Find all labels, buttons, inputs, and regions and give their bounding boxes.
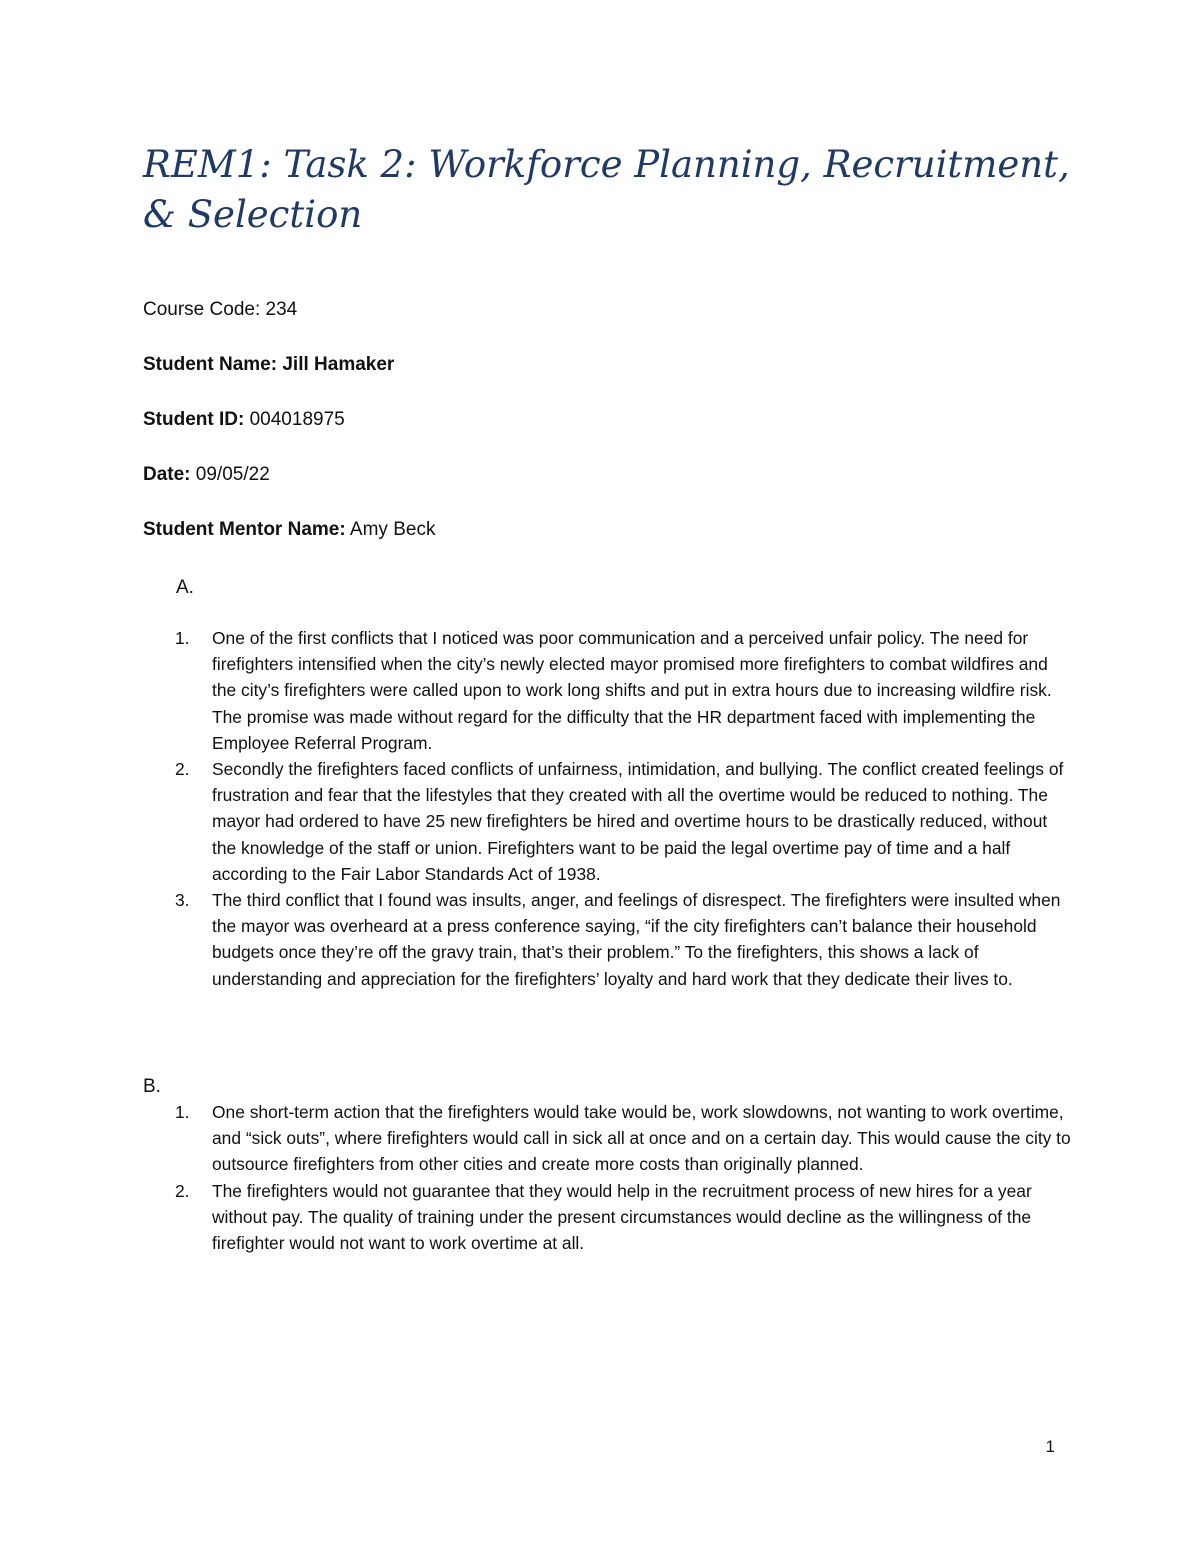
section-a-list	[143, 625, 1073, 992]
student-name-label: Student Name:	[143, 354, 278, 375]
section-a-heading: A.	[176, 577, 194, 598]
student-name-field	[143, 353, 394, 377]
student-id-label: Student ID:	[143, 409, 245, 430]
list-item-number: 2.	[175, 759, 190, 780]
course-code-value: 234	[265, 299, 298, 320]
list-item-text: Secondly the firefighters faced conflicts of unfairness, intimidation, and bullying. The conflict created feelings of frustration and fear that the lifestyles that they created with all the overtime would be reduced to nothing. The mayor had ordered to have 25 new firefighters be hired and overtime hours to be drastically reduced, without the knowledge of the staff or union. Firefighters want to be paid the legal overtime pay of time and a half according to the Fair Labor Standards Act of 1938.	[212, 759, 1064, 884]
list-item	[143, 887, 1073, 992]
list-item-text: The third conflict that I found was insults, anger, and feelings of disrespect. The firefighters were insulted when the mayor was overheard at a press conference saying, “if the city firefighters can’t balance their household budgets once they’re off the gravy train, that’s their problem.” To the firefighters, this shows a lack of understanding and appreciation for the firefighters’ loyalty and hard work that they dedicate their lives to.	[212, 890, 1061, 989]
mentor-name-field	[143, 518, 435, 542]
date-field	[143, 463, 270, 487]
date-value: 09/05/22	[195, 464, 270, 485]
document-title: REM1: Task 2: Workforce Planning, Recruitment, & Selection	[143, 143, 1070, 236]
list-item	[143, 1099, 1073, 1178]
student-name-value: Jill Hamaker	[282, 354, 395, 375]
course-code-label: Course Code:	[143, 299, 261, 320]
list-item-number: 1.	[175, 628, 190, 648]
student-id-value: 004018975	[249, 409, 345, 430]
mentor-name-label: Student Mentor Name:	[143, 519, 346, 540]
page-number: 1	[1045, 1437, 1055, 1456]
list-item	[143, 1178, 1073, 1257]
section-b-heading: B.	[143, 1076, 161, 1097]
list-item-text: One of the first conflicts that I noticed was poor communication and a perceived unfair policy. The need for firefighters intensified when the city’s newly elected mayor promised more firefighters to combat wildfires and the city’s firefighters were called upon to work long shifts and put in extra hours due to increasing wildfire risk. The promise was made without regard for the difficulty that the HR department faced with implementing the Employee Referral Program.	[212, 628, 1052, 753]
list-item-number: 2.	[175, 1180, 190, 1201]
course-code-field	[143, 298, 297, 322]
list-item	[143, 625, 1073, 756]
date-label: Date:	[143, 464, 191, 485]
list-item-number: 1.	[175, 1102, 190, 1122]
student-id-field	[143, 408, 345, 432]
list-item-number: 3.	[175, 890, 190, 911]
list-item-text: One short-term action that the firefighters would take would be, work slowdowns, not wanting to work overtime, and “sick outs”, where firefighters would call in sick all at once and on a certain day. This would cause the city to outsource firefighters from other cities and create more costs than originally planned.	[212, 1102, 1071, 1175]
list-item-text: The firefighters would not guarantee that they would help in the recruitment process of new hires for a year without pay. The quality of training under the present circumstances would decline as the willingness of the firefighter would not want to work overtime at all.	[212, 1180, 1032, 1254]
mentor-name-value: Amy Beck	[349, 519, 436, 540]
list-item	[143, 756, 1073, 887]
section-b-list	[143, 1099, 1073, 1256]
